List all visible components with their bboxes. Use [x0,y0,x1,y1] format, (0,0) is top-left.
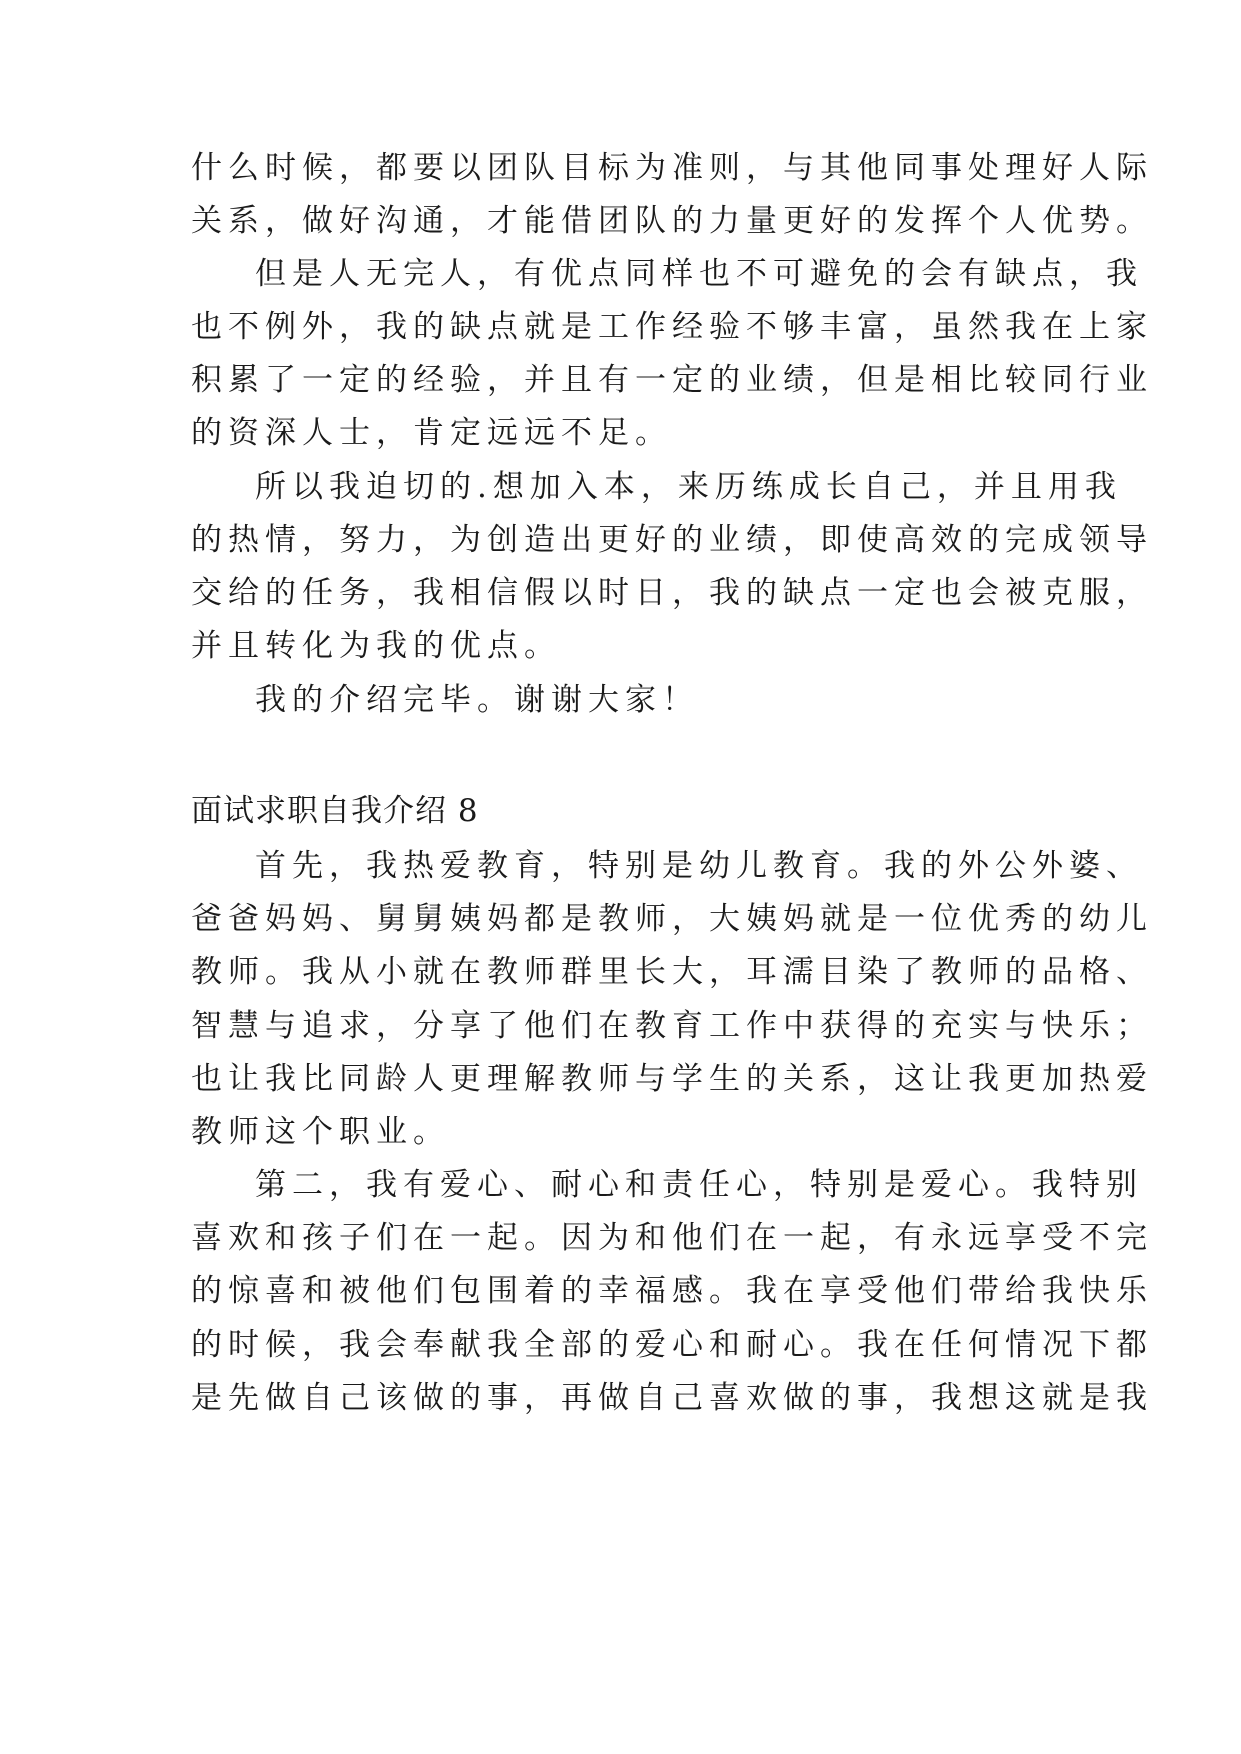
paragraph-line: 的惊喜和被他们包围着的幸福感。我在享受他们带给我快乐 [191,1273,1153,1309]
paragraph-line: 我的介绍完毕。谢谢大家！ [255,682,699,718]
paragraph-line: 也让我比同龄人更理解教师与学生的关系，这让我更加热爱 [191,1061,1153,1097]
paragraph-line: 喜欢和孩子们在一起。因为和他们在一起，有永远享受不完 [191,1220,1153,1256]
paragraph-line: 关系，做好沟通，才能借团队的力量更好的发挥个人优势。 [191,203,1153,239]
paragraph-line: 的时候，我会奉献我全部的爱心和耐心。我在任何情况下都 [191,1327,1153,1363]
section-title: 面试求职自我介绍 8 [191,793,479,829]
paragraph-line: 教师这个职业。 [191,1114,450,1150]
paragraph-line: 爸爸妈妈、舅舅姨妈都是教师，大姨妈就是一位优秀的幼儿 [191,901,1153,937]
paragraph-line: 什么时候，都要以团队目标为准则，与其他同事处理好人际 [191,150,1153,186]
paragraph-line: 所以我迫切的.想加入本，来历练成长自己，并且用我 [255,469,1122,505]
paragraph-line: 积累了一定的经验，并且有一定的业绩，但是相比较同行业 [191,362,1153,398]
paragraph-line: 并且转化为我的优点。 [191,628,561,664]
paragraph-line: 第二，我有爱心、耐心和责任心，特别是爱心。我特别 [255,1167,1143,1203]
paragraph-line: 但是人无完人，有优点同样也不可避免的会有缺点，我 [255,256,1143,292]
paragraph-line: 的热情，努力，为创造出更好的业绩，即使高效的完成领导 [191,522,1153,558]
paragraph-line: 智慧与追求，分享了他们在教育工作中获得的充实与快乐； [191,1008,1153,1044]
paragraph-line: 的资深人士，肯定远远不足。 [191,415,672,451]
paragraph-line: 也不例外，我的缺点就是工作经验不够丰富，虽然我在上家 [191,309,1153,345]
paragraph-line: 教师。我从小就在教师群里长大，耳濡目染了教师的品格、 [191,954,1153,990]
paragraph-line: 交给的任务，我相信假以时日，我的缺点一定也会被克服， [191,575,1153,611]
paragraph-line: 是先做自己该做的事，再做自己喜欢做的事，我想这就是我 [191,1380,1153,1416]
paragraph-line: 首先，我热爱教育，特别是幼儿教育。我的外公外婆、 [255,848,1143,884]
